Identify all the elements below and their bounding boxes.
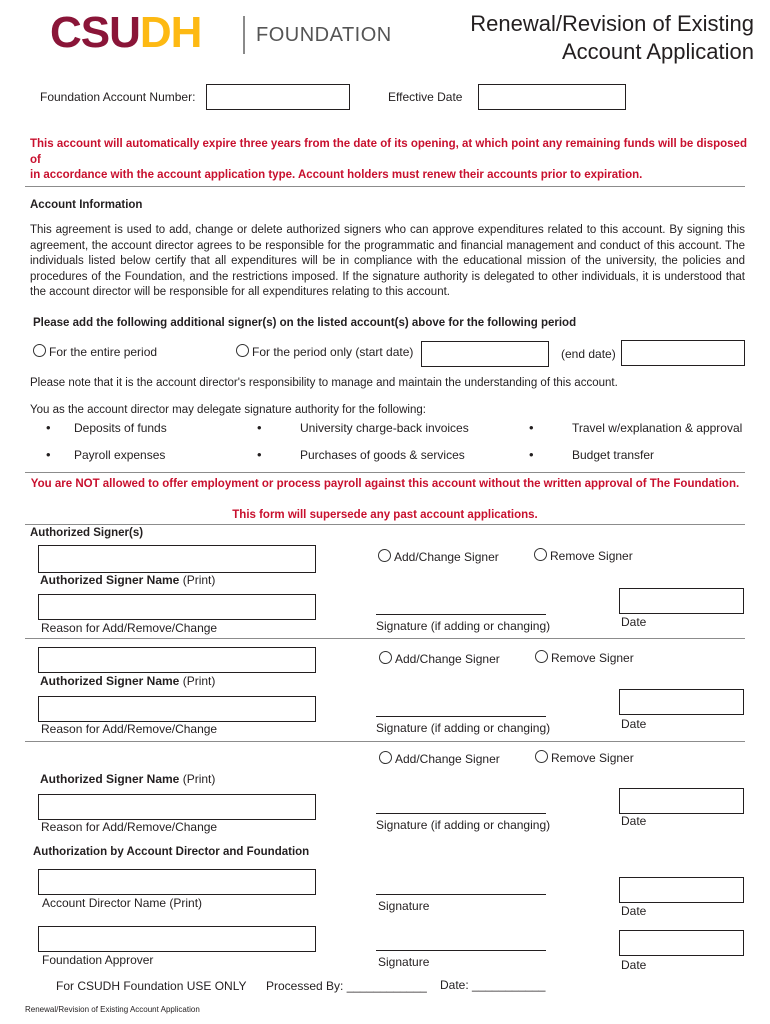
reason-label: Reason for Add/Remove/Change bbox=[41, 621, 218, 635]
delegation-item-label: Deposits of funds bbox=[74, 421, 167, 435]
signer-name-label bbox=[40, 674, 215, 688]
date-field[interactable] bbox=[619, 588, 744, 614]
period-entire-option[interactable] bbox=[33, 344, 157, 359]
period-only-option[interactable] bbox=[236, 344, 413, 359]
delegation-item bbox=[529, 447, 655, 462]
effective-date-label: Effective Date bbox=[388, 90, 463, 104]
date-label: Date bbox=[621, 615, 647, 629]
approver-date-label: Date bbox=[621, 958, 647, 972]
not-allowed-warning: You are NOT allowed to offer employment or process payroll against this account without the written approval of The Foundation. bbox=[30, 478, 740, 490]
reason-label: Reason for Add/Remove/Change bbox=[41, 722, 218, 736]
bullet: • bbox=[46, 420, 51, 435]
divider bbox=[25, 638, 745, 639]
radio-remove[interactable] bbox=[535, 650, 548, 663]
delegation-item bbox=[46, 420, 167, 435]
delegation-item bbox=[529, 420, 743, 435]
remove-label: Remove Signer bbox=[551, 651, 634, 665]
approver-date-field[interactable] bbox=[619, 930, 744, 956]
divider bbox=[25, 186, 745, 187]
reason-field[interactable] bbox=[38, 794, 316, 820]
end-date-label: (end date) bbox=[561, 347, 616, 361]
signature-label: Signature (if adding or changing) bbox=[376, 818, 551, 832]
date-label: Date bbox=[621, 814, 647, 828]
logo-separator bbox=[243, 16, 245, 54]
signature-line[interactable] bbox=[376, 614, 546, 615]
title-line-1: Renewal/Revision of Existing bbox=[470, 11, 754, 36]
radio-remove[interactable] bbox=[534, 548, 547, 561]
remove-label: Remove Signer bbox=[550, 549, 633, 563]
bullet: • bbox=[46, 447, 51, 462]
signer-name-label bbox=[40, 772, 215, 786]
signer-name-label bbox=[40, 573, 215, 587]
director-name-label: Account Director Name (Print) bbox=[42, 896, 203, 910]
expiry-notice-line-1: This account will automatically expire three years from the date of its opening, at which point any remaining funds will be disposed of bbox=[30, 138, 747, 166]
delegation-item-label: Budget transfer bbox=[572, 448, 655, 462]
date-field[interactable] bbox=[619, 788, 744, 814]
title-line-2: Account Application bbox=[561, 39, 754, 64]
add-change-label: Add/Change Signer bbox=[395, 752, 500, 766]
bullet: • bbox=[529, 420, 534, 435]
period-entire-label: For the entire period bbox=[49, 345, 158, 359]
supersede-warning: This form will supersede any past account applications. bbox=[232, 509, 538, 521]
remove-signer-option[interactable] bbox=[534, 548, 633, 563]
divider bbox=[25, 741, 745, 742]
director-date-label: Date bbox=[621, 904, 647, 918]
add-change-signer-option[interactable] bbox=[379, 651, 500, 666]
delegation-item-label: Purchases of goods & services bbox=[300, 448, 465, 462]
radio-period-only[interactable] bbox=[236, 344, 249, 357]
footer-text: Renewal/Revision of Existing Account Application bbox=[25, 1005, 200, 1014]
signer-name-label-print: (Print) bbox=[179, 573, 216, 587]
director-name-field[interactable] bbox=[38, 869, 316, 895]
add-change-label: Add/Change Signer bbox=[394, 550, 499, 564]
signer-name-label-print: (Print) bbox=[179, 674, 216, 688]
delegation-item-label: Travel w/explanation & approval bbox=[572, 421, 743, 435]
approver-signature-line[interactable] bbox=[376, 950, 546, 951]
signer-name-label-bold: Authorized Signer Name bbox=[40, 573, 180, 587]
delegation-item-label: Payroll expenses bbox=[74, 448, 166, 462]
expiry-notice-line-2: in accordance with the account application type. Account holders must renew their accounts prior to expiration. bbox=[30, 169, 643, 181]
reason-label: Reason for Add/Remove/Change bbox=[41, 820, 218, 834]
logo bbox=[50, 8, 201, 58]
signer-name-field[interactable] bbox=[38, 647, 316, 673]
account-number-label: Foundation Account Number: bbox=[40, 90, 196, 104]
processed-by-field[interactable]: Processed By: ____________ bbox=[266, 979, 427, 993]
radio-add-change[interactable] bbox=[378, 549, 391, 562]
page-title bbox=[434, 10, 754, 66]
account-number-field[interactable] bbox=[206, 84, 350, 110]
remove-label: Remove Signer bbox=[551, 751, 634, 765]
use-only-label: For CSUDH Foundation USE ONLY bbox=[56, 979, 247, 993]
effective-date-field[interactable] bbox=[478, 84, 626, 110]
divider bbox=[25, 524, 745, 525]
end-date-field[interactable] bbox=[621, 340, 745, 366]
add-change-signer-option[interactable] bbox=[378, 549, 499, 564]
signature-line[interactable] bbox=[376, 813, 546, 814]
remove-signer-option[interactable] bbox=[535, 750, 634, 765]
add-change-label: Add/Change Signer bbox=[395, 652, 500, 666]
radio-add-change[interactable] bbox=[379, 651, 392, 664]
director-signature-label: Signature bbox=[378, 899, 430, 913]
logo-csu-text: CSU bbox=[50, 8, 140, 57]
reason-field[interactable] bbox=[38, 696, 316, 722]
date-label: Date bbox=[621, 717, 647, 731]
remove-signer-option[interactable] bbox=[535, 650, 634, 665]
delegation-item-label: University charge-back invoices bbox=[300, 421, 469, 435]
date-field[interactable] bbox=[619, 689, 744, 715]
reason-field[interactable] bbox=[38, 594, 316, 620]
approver-label: Foundation Approver bbox=[42, 953, 154, 967]
logo-dh-text: DH bbox=[139, 8, 202, 57]
signature-label: Signature (if adding or changing) bbox=[376, 619, 551, 633]
expiry-notice bbox=[30, 137, 750, 184]
bullet: • bbox=[257, 420, 262, 435]
approver-signature-label: Signature bbox=[378, 955, 430, 969]
bullet: • bbox=[529, 447, 534, 462]
signer-name-field[interactable] bbox=[38, 545, 316, 573]
delegation-item bbox=[257, 420, 469, 435]
signer-name-label-bold: Authorized Signer Name bbox=[40, 674, 180, 688]
divider bbox=[25, 472, 745, 473]
period-heading: Please add the following additional signer(s) on the listed account(s) above for the following period bbox=[33, 317, 577, 329]
radio-remove[interactable] bbox=[535, 750, 548, 763]
period-only-label: For the period only (start date) bbox=[252, 345, 414, 359]
director-signature-line[interactable] bbox=[376, 894, 546, 895]
delegation-item bbox=[46, 447, 166, 462]
delegation-item bbox=[257, 447, 465, 462]
delegation-intro: You as the account director may delegate signature authority for the following: bbox=[30, 404, 426, 416]
radio-entire-period[interactable] bbox=[33, 344, 46, 357]
approver-name-field[interactable] bbox=[38, 926, 316, 952]
signer-name-label-print: (Print) bbox=[179, 772, 216, 786]
authorization-heading: Authorization by Account Director and Foundation bbox=[33, 846, 310, 858]
signers-heading: Authorized Signer(s) bbox=[30, 527, 144, 539]
director-date-field[interactable] bbox=[619, 877, 744, 903]
add-change-signer-option[interactable] bbox=[379, 751, 500, 766]
use-only-date-field[interactable]: Date: ___________ bbox=[440, 978, 546, 992]
logo-foundation-text: FOUNDATION bbox=[256, 24, 392, 46]
account-info-body: This agreement is used to add, change or delete authorized signers who can approve expenditures related to this account. By signing this agreement, the account director agrees to be responsible for the programmatic and financial management and conduct of this account. The individuals listed below certify that all expenditures will be in compliance with the educational mission of the university, the policies and procedures of the Foundation, and the restrictions imposed. If the signature authority is delegated to other individuals, it is understood that the account director will be responsible for all expenditures relating to this account. bbox=[30, 224, 745, 299]
director-note: Please note that it is the account director's responsibility to manage and maintain the understanding of this account. bbox=[30, 377, 618, 389]
radio-add-change[interactable] bbox=[379, 751, 392, 764]
signature-label: Signature (if adding or changing) bbox=[376, 721, 551, 735]
bullet: • bbox=[257, 447, 262, 462]
start-date-field[interactable] bbox=[421, 341, 549, 367]
signer-name-label-bold: Authorized Signer Name bbox=[40, 772, 180, 786]
account-info-heading: Account Information bbox=[30, 199, 143, 211]
signature-line[interactable] bbox=[376, 716, 546, 717]
